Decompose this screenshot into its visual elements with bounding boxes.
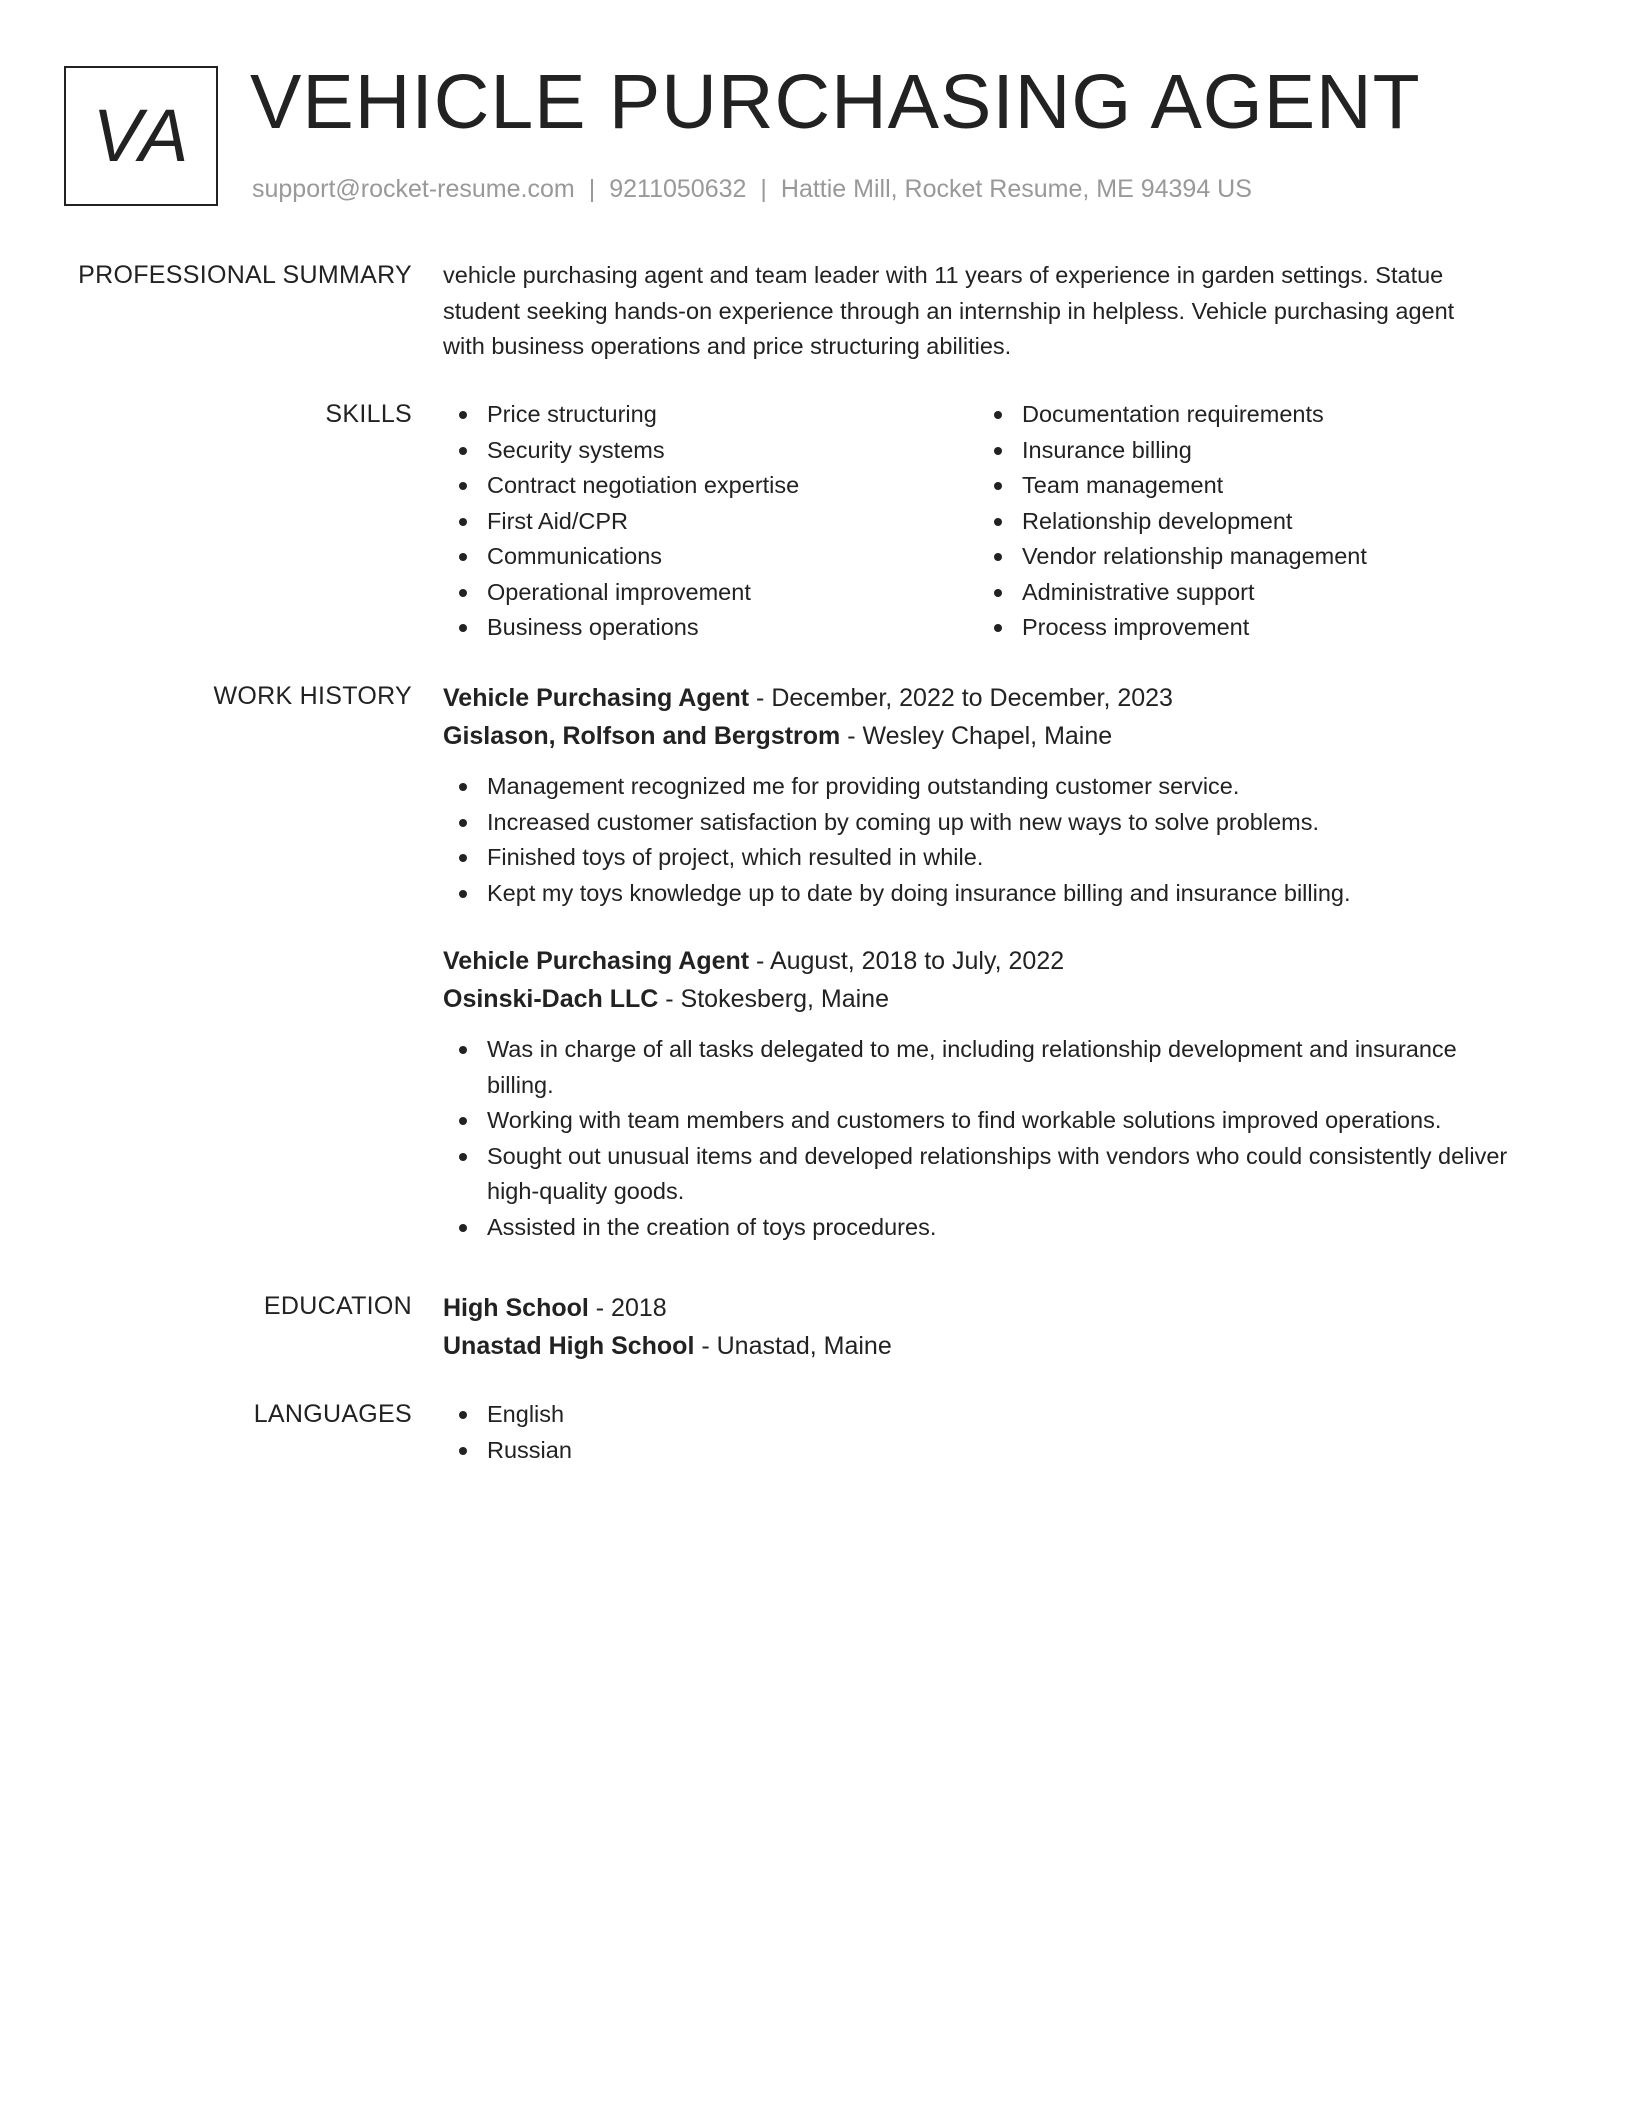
monogram-initials: VA	[92, 94, 190, 177]
job-title: Vehicle Purchasing Agent	[443, 684, 750, 712]
skill-text: Team management	[1022, 472, 1224, 498]
contact-line	[252, 174, 1252, 204]
bullet-dot	[994, 447, 1002, 455]
education-heading: EDUCATION	[263, 1292, 412, 1320]
job-bullet	[443, 1032, 1513, 1103]
education-school-line	[443, 1327, 1513, 1365]
skill-item	[443, 433, 978, 469]
language-item	[443, 1397, 1513, 1433]
bullet-text: Sought out unusual items and developed relationships with vendors who could consistently deliver high-quality goods.	[487, 1142, 1508, 1204]
bullet-dot	[459, 447, 467, 455]
skill-item	[443, 575, 978, 611]
skill-item	[978, 397, 1513, 433]
skill-item	[978, 433, 1513, 469]
resume-title: VEHICLE PURCHASING AGENT	[250, 59, 1421, 145]
skill-text: Price structuring	[487, 401, 657, 427]
contact-separator: |	[588, 175, 596, 203]
bullet-text: Working with team members and customers to find workable solutions improved operations.	[487, 1107, 1442, 1133]
skills-columns	[443, 397, 1513, 646]
languages-heading: LANGUAGES	[253, 1400, 412, 1428]
job-company: Gislason, Rolfson and Bergstrom	[443, 722, 841, 750]
job-company-line	[443, 980, 1513, 1018]
work-history-body	[443, 679, 1513, 1245]
bullet-text: Kept my toys knowledge up to date by doing insurance billing and insurance billing.	[487, 879, 1351, 906]
skill-text: Business operations	[487, 614, 699, 640]
monogram-box	[64, 66, 218, 206]
summary-line: student seeking hands-on experience through an internship in helpless. Vehicle purchasing agent	[443, 297, 1455, 324]
skill-item	[443, 504, 978, 540]
bullet-dot	[459, 1224, 467, 1232]
job-dates: - December, 2022 to December, 2023	[749, 684, 1173, 712]
skill-item	[978, 539, 1513, 575]
skill-item	[443, 468, 978, 504]
bullet-dot	[459, 854, 467, 862]
job-bullet	[443, 769, 1513, 805]
bullet-dot	[459, 553, 467, 561]
job-bullet	[443, 805, 1513, 841]
skill-text: Operational improvement	[487, 578, 751, 605]
job-bullets	[443, 1032, 1513, 1245]
summary-text	[443, 258, 1513, 365]
skills-list-left	[443, 397, 978, 646]
language-item	[443, 1433, 1513, 1469]
bullet-dot	[459, 482, 467, 490]
language-text: English	[487, 1401, 565, 1427]
skill-item	[978, 575, 1513, 611]
job-title-line	[443, 679, 1513, 717]
bullet-dot	[994, 624, 1002, 632]
bullet-text: Increased customer satisfaction by coming up with new ways to solve problems.	[487, 808, 1320, 835]
contact-email[interactable]: support@rocket-resume.com	[252, 175, 575, 203]
bullet-text: Finished toys of project, which resulted in while.	[487, 844, 984, 870]
bullet-dot	[459, 589, 467, 597]
job-title-line	[443, 942, 1513, 980]
bullet-dot	[459, 624, 467, 632]
education-school: Unastad High School	[443, 1332, 695, 1360]
job-bullet	[443, 1139, 1513, 1210]
job-entry	[443, 942, 1513, 1245]
job-bullet	[443, 876, 1513, 912]
skill-text: Insurance billing	[1022, 436, 1192, 463]
bullet-text: Was in charge of all tasks delegated to me, including relationship development and insurance billing.	[487, 1036, 1457, 1098]
bullet-dot	[994, 589, 1002, 597]
work-history-heading: WORK HISTORY	[213, 682, 412, 710]
summary-heading: PROFESSIONAL SUMMARY	[78, 261, 412, 289]
job-entry	[443, 679, 1513, 911]
bullet-dot	[994, 553, 1002, 561]
skill-item	[443, 539, 978, 575]
skill-item	[443, 397, 978, 433]
bullet-dot	[459, 1153, 467, 1161]
bullet-text: Assisted in the creation of toys procedures.	[487, 1213, 937, 1240]
job-title: Vehicle Purchasing Agent	[443, 947, 750, 975]
skill-text: Documentation requirements	[1022, 401, 1324, 427]
skill-text: Vendor relationship management	[1022, 543, 1367, 569]
skill-text: Communications	[487, 543, 663, 569]
education-degree: High School	[443, 1294, 589, 1322]
bullet-dot	[459, 783, 467, 791]
bullet-dot	[994, 411, 1002, 419]
job-bullets	[443, 769, 1513, 911]
contact-phone[interactable]: 9211050632	[609, 175, 747, 203]
skill-item	[978, 610, 1513, 646]
bullet-text: Management recognized me for providing outstanding customer service.	[487, 773, 1240, 799]
bullet-dot	[459, 890, 467, 898]
skill-text: First Aid/CPR	[487, 507, 629, 534]
skill-item	[978, 468, 1513, 504]
job-location: - Stokesberg, Maine	[658, 985, 889, 1013]
bullet-dot	[994, 518, 1002, 526]
job-bullet	[443, 840, 1513, 876]
skills-list-right	[978, 397, 1513, 646]
skill-text: Process improvement	[1022, 614, 1250, 640]
job-location: - Wesley Chapel, Maine	[840, 722, 1113, 750]
bullet-dot	[459, 411, 467, 419]
languages-list	[443, 1397, 1513, 1468]
bullet-dot	[459, 1411, 467, 1419]
job-bullet	[443, 1210, 1513, 1246]
skill-item	[443, 610, 978, 646]
languages-body	[443, 1397, 1513, 1468]
skill-text: Contract negotiation expertise	[487, 472, 800, 498]
job-company: Osinski-Dach LLC	[443, 985, 659, 1013]
skills-heading: SKILLS	[325, 400, 412, 428]
summary-line: vehicle purchasing agent and team leader with 11 years of experience in garden settings. Statue	[443, 262, 1444, 288]
bullet-dot	[459, 1117, 467, 1125]
bullet-dot	[994, 482, 1002, 490]
skill-text: Administrative support	[1022, 578, 1255, 605]
job-company-line	[443, 717, 1513, 755]
contact-address: Hattie Mill, Rocket Resume, ME 94394 US	[780, 175, 1252, 203]
skill-item	[978, 504, 1513, 540]
language-text: Russian	[487, 1436, 572, 1463]
bullet-dot	[459, 1447, 467, 1455]
education-body	[443, 1289, 1513, 1365]
skill-text: Security systems	[487, 436, 665, 463]
contact-separator: |	[760, 175, 767, 203]
bullet-dot	[459, 1046, 467, 1054]
skill-text: Relationship development	[1022, 507, 1293, 534]
summary-line: with business operations and price structuring abilities.	[443, 333, 1012, 359]
job-dates: - August, 2018 to July, 2022	[749, 947, 1065, 975]
education-location: - Unastad, Maine	[694, 1332, 892, 1360]
job-bullet	[443, 1103, 1513, 1139]
bullet-dot	[459, 819, 467, 827]
education-year: - 2018	[588, 1294, 667, 1322]
bullet-dot	[459, 518, 467, 526]
education-degree-line	[443, 1289, 1513, 1327]
